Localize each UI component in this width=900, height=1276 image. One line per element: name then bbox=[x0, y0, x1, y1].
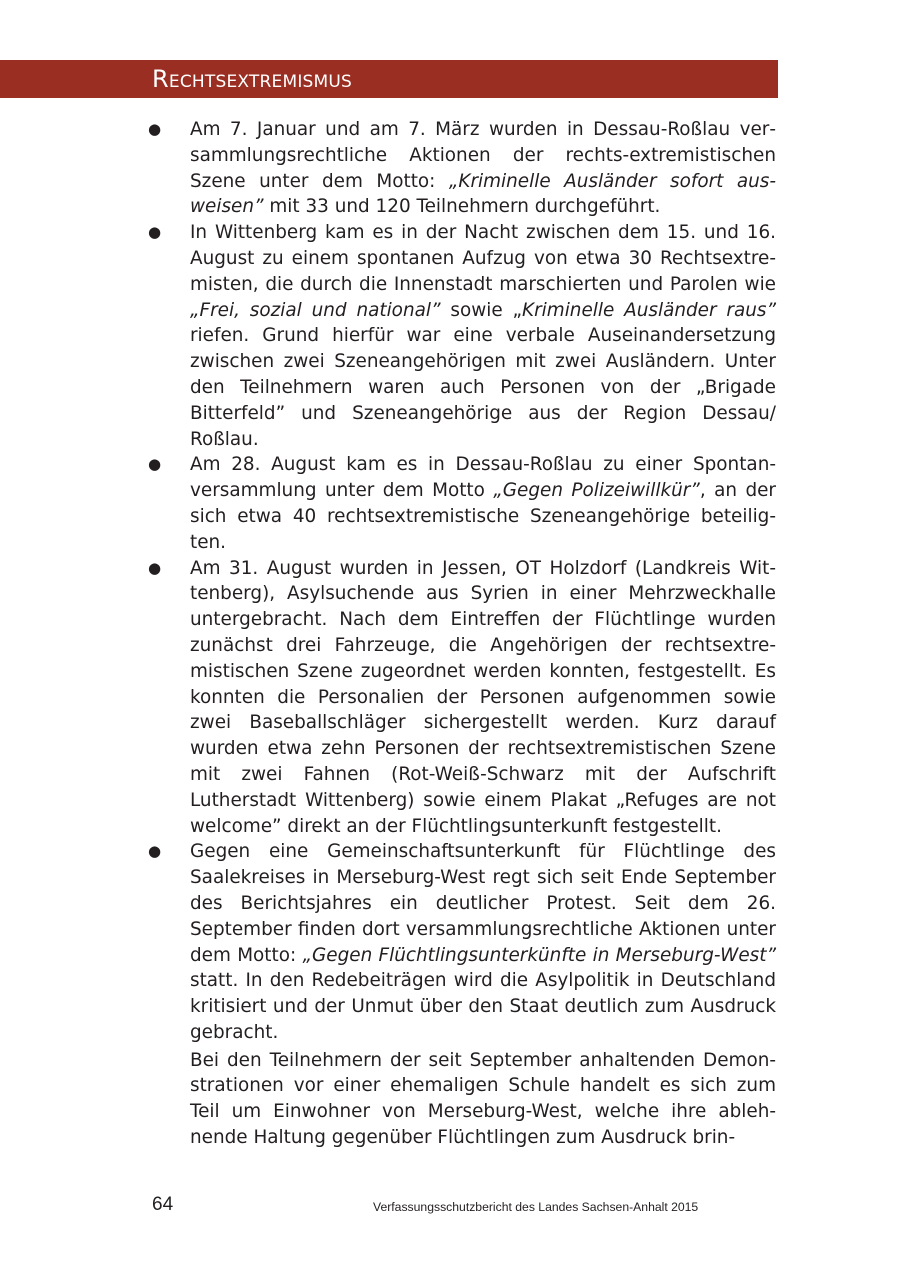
quote-segment: „Kriminelle Ausländer sofort ausweisen” bbox=[190, 170, 776, 218]
text-segment: Am 28. August kam es in Dessau-Roßlau zu einer Spontanversammlung unter dem Motto bbox=[190, 454, 776, 502]
bullet-text bbox=[190, 452, 776, 555]
bullet-icon: ● bbox=[148, 842, 162, 861]
text-segment: Am 7. Januar und am 7. März wurden in Dessau-Roßlau versammlungsrechtliche Aktionen der rechts-extremistischen Szene unter dem Motto: bbox=[190, 119, 776, 192]
text-segment: mit 33 und 120 Teilnehmern durchgeführt. bbox=[263, 196, 661, 218]
text-segment: Gegen eine Gemeinschaftsunterkunft für Flüchtlinge des Saalekreises in Merseburg-West regt sich seit Ende September des Berichtsjahres ein deutlicher Protest. Seit dem 26. September finden dort versammlungsrechtliche Aktionen unter dem Motto: bbox=[190, 841, 776, 966]
bullet-item bbox=[148, 117, 776, 220]
continuation-paragraph: Bei den Teilnehmern der seit September anhaltenden Demonstrationen vor einer ehemaligen Schule handelt es sich zum Teil um Einwohner von Merseburg-West, welche ihre ablehnende Haltung gegenüber Flüchtlingen zum Ausdruck brin- bbox=[190, 1049, 776, 1149]
text-segment: sowie „ bbox=[440, 299, 523, 321]
bullet-item bbox=[148, 839, 777, 1151]
page-number: 64 bbox=[152, 1194, 174, 1215]
bullet-text bbox=[190, 839, 776, 1045]
quote-segment: „Frei, sozial und national” bbox=[190, 299, 441, 321]
section-header-bar bbox=[0, 60, 778, 98]
bullet-item bbox=[148, 556, 776, 840]
bullet-icon: ● bbox=[148, 120, 162, 138]
bullet-text bbox=[190, 117, 776, 220]
bullet-text bbox=[190, 220, 776, 452]
footer-text: Verfassungsschutzbericht des Landes Sachsen-Anhalt 2015 bbox=[373, 1200, 699, 1214]
bullet-icon: ● bbox=[148, 223, 162, 242]
bullet-text bbox=[190, 556, 776, 840]
bullet-list bbox=[148, 117, 777, 1151]
text-segment: riefen. Grund hierfür war eine verbale Auseinandersetzung zwischen zwei Szeneangehörigen mit zwei Ausländern. Unter den Teilnehmern waren auch Personen von der „Brigade Bitterfeld” und Szeneangehörige aus der Region Dessau/ Roßlau. bbox=[190, 325, 776, 450]
bullet-icon: ● bbox=[148, 558, 162, 577]
bullet-item bbox=[148, 220, 776, 452]
section-title: Rechtsextremismus bbox=[152, 65, 353, 93]
text-segment: , an der sich etwa 40 rechtsextremistische Szeneangehörige beteiligten. bbox=[190, 480, 776, 553]
quote-segment: „Gegen Flüchtlingsunterkünfte in Merseburg-West” bbox=[302, 944, 777, 966]
quote-segment: Kriminelle Ausländer raus” bbox=[522, 299, 776, 321]
bullet-icon: ● bbox=[148, 455, 162, 474]
bullet-item bbox=[148, 452, 776, 555]
text-segment: In Wittenberg kam es in der Nacht zwischen dem 15. und 16. August zu einem spontanen Aufzug von etwa 30 Rechtsextremisten, die durch die Innenstadt marschierten und Parolen wie bbox=[190, 222, 776, 295]
text-segment: statt. In den Redebeiträgen wird die Asylpolitik in Deutschland kritisiert und der Unmut über den Staat deutlich zum Ausdruck gebracht. bbox=[190, 970, 776, 1043]
text-segment: Am 31. August wurden in Jessen, OT Holzdorf (Landkreis Wittenberg), Asylsuchende aus Syrien in einer Mehrzweckhalle untergebracht. Nach dem Eintreffen der Flüchtlinge wurden zunächst drei Fahrzeuge, die Angehörigen der rechtsextremistischen Szene zugeordnet werden konnten, festgestellt. Es konnten die Personalien der Personen aufgenommen sowie zwei Baseballschläger sichergestellt werden. Kurz darauf wurden etwa zehn Personen der rechtsextremistischen Szene mit zwei Fahnen (Rot-Weiß-Schwarz mit der Aufschrift Lutherstadt Wittenberg) sowie einem Plakat „Refuges are not welcome” direkt an der Flüchtlingsunterkunft festgestellt. bbox=[190, 557, 776, 837]
quote-segment: „Gegen Polizeiwillkür” bbox=[493, 480, 700, 502]
